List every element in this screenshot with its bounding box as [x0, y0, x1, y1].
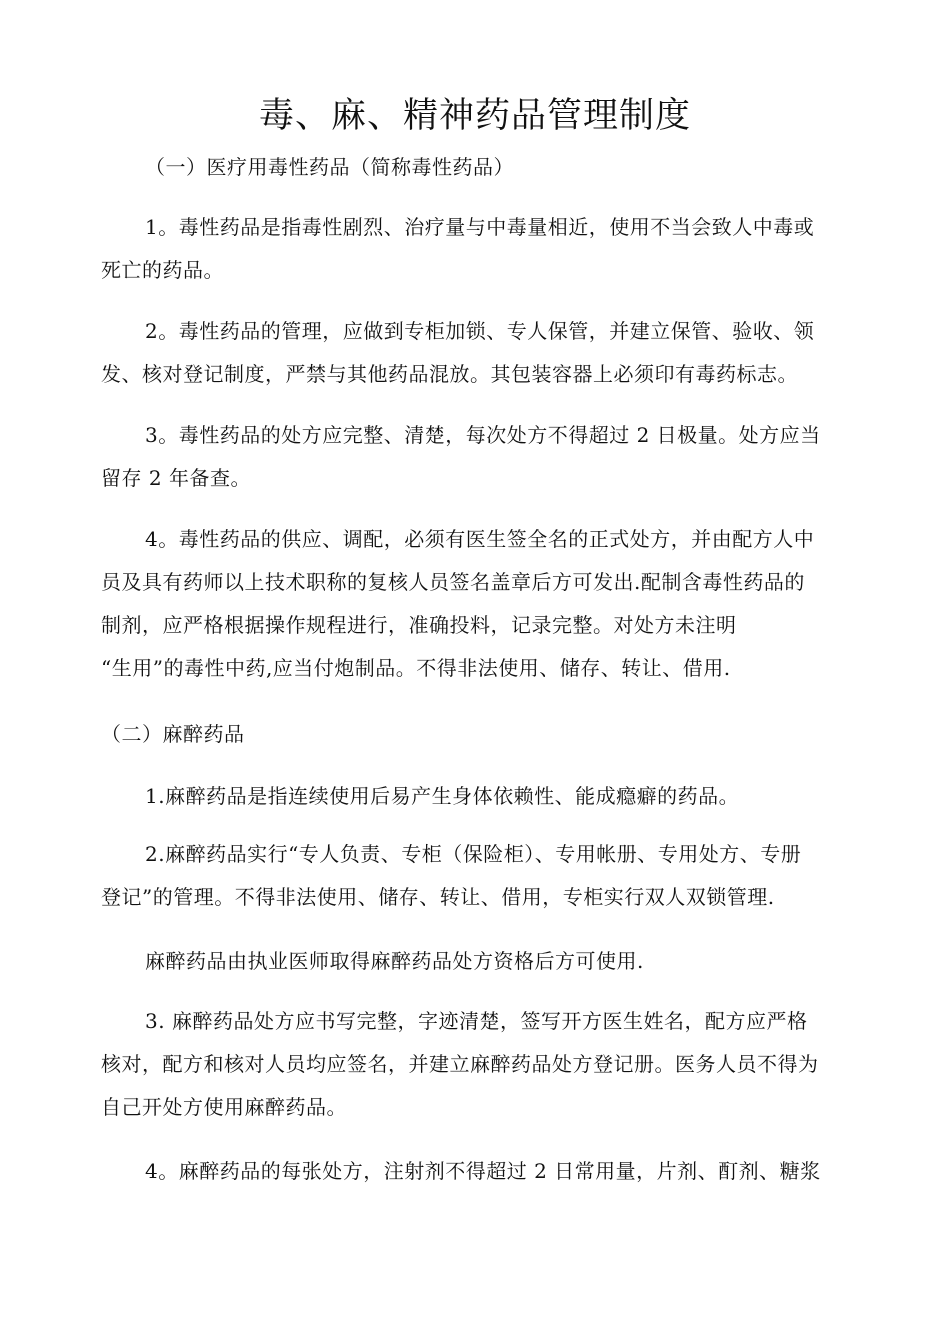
paragraph-line: 核对，配方和核对人员均应签名，并建立麻醉药品处方登记册。医务人员不得为: [101, 1052, 819, 1076]
paragraph-narcotic-2: [101, 838, 853, 913]
paragraph-line: 4。毒性药品的供应、调配，必须有医生签全名的正式处方，并由配方人中: [145, 527, 815, 551]
paragraph-narcotic-3: [101, 1005, 853, 1123]
paragraph-narcotic-2b: [101, 945, 853, 977]
paragraph-line: 发、核对登记制度，严禁与其他药品混放。其包装容器上必须印有毒药标志。: [101, 362, 798, 386]
paragraph-toxic-2: [101, 315, 853, 390]
paragraph-line: 3. 麻醉药品处方应书写完整，字迹清楚，签写开方医生姓名，配方应严格: [145, 1009, 808, 1033]
paragraph-line: 4。麻醉药品的每张处方，注射剂不得超过 2 日常用量，片剂、酊剂、糖浆: [145, 1159, 821, 1183]
paragraph-line: 员及具有药师以上技术职称的复核人员签名盖章后方可发出.配制含毒性药品的: [101, 570, 805, 594]
paragraph-line: 自己开处方使用麻醉药品。: [101, 1095, 347, 1119]
paragraph-line: 2.麻醉药品实行“专人负责、专柜（保险柜）、专用帐册、专用处方、专册: [145, 842, 802, 866]
paragraph-line: 2。毒性药品的管理，应做到专柜加锁、专人保管，并建立保管、验收、领: [145, 319, 815, 343]
paragraph-line: 制剂，应严格根据操作规程进行，准确投料，记录完整。对处方未注明: [101, 613, 737, 637]
paragraph-narcotic-1: [101, 780, 853, 812]
paragraph-line: 1.麻醉药品是指连续使用后易产生身体依赖性、能成瘾癖的药品。: [145, 784, 740, 808]
paragraph-line: 1。毒性药品是指毒性剧烈、治疗量与中毒量相近，使用不当会致人中毒或: [145, 215, 815, 239]
section-heading-narcotic: [101, 718, 853, 750]
paragraph-line: 麻醉药品由执业医师取得麻醉药品处方资格后方可使用.: [145, 949, 644, 973]
paragraph-toxic-1: [101, 211, 853, 286]
paragraph-line: “生用”的毒性中药,应当付炮制品。不得非法使用、储存、转让、借用.: [101, 656, 731, 680]
section-heading-toxic: [145, 151, 897, 183]
paragraph-line: 登记”的管理。不得非法使用、储存、转让、借用，专柜实行双人双锁管理.: [101, 885, 775, 909]
section-heading-text: （一）医疗用毒性药品（简称毒性药品）: [145, 155, 514, 179]
paragraph-narcotic-4: [101, 1155, 853, 1187]
paragraph-line: 3。毒性药品的处方应完整、清楚，每次处方不得超过 2 日极量。处方应当: [145, 423, 821, 447]
paragraph-toxic-3: [101, 419, 853, 494]
paragraph-toxic-4: [101, 523, 853, 684]
paragraph-line: 留存 2 年备查。: [101, 466, 251, 490]
document-title: 毒、麻、精神药品管理制度: [258, 96, 691, 136]
section-heading-text: （二）麻醉药品: [101, 722, 245, 746]
paragraph-line: 死亡的药品。: [101, 258, 224, 282]
